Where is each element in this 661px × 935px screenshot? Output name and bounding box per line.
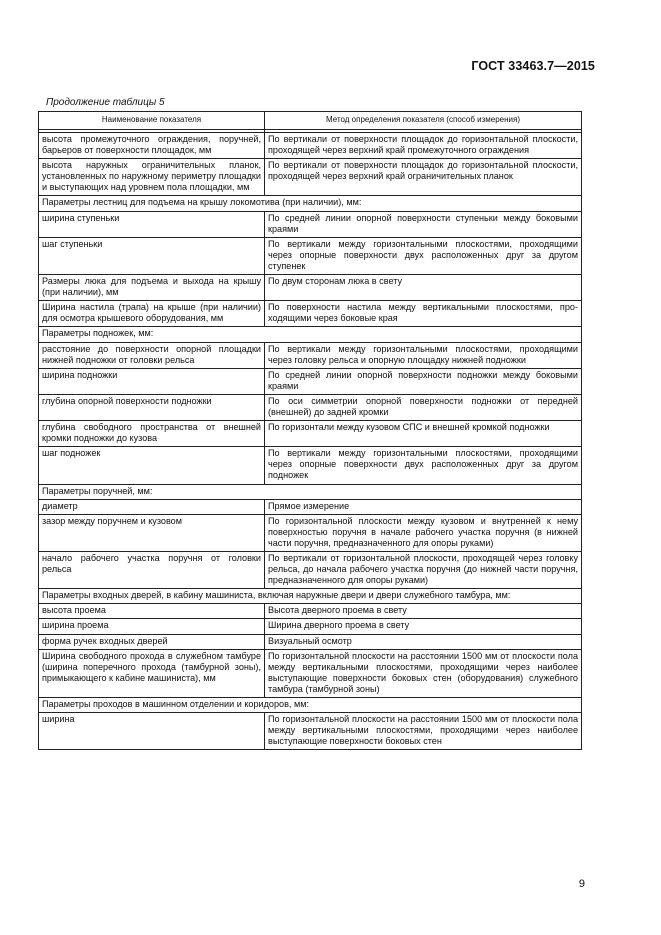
method-cell: Высота дверного проема в свету (265, 604, 582, 619)
method-cell: По вертикали между горизонтальными плоскостями, проходящими через опорные поверхности двух расположенных друг за другом подножек (265, 447, 582, 484)
section-title: Параметры поручней, мм: (39, 484, 582, 499)
method-cell: По горизонтальной плоскости на расстоянии 1500 мм от плоскости пола между вертикальными плоскостями, проходящими через наиболее выступающие поверхности боковых стен (265, 713, 582, 750)
table-row (39, 634, 582, 649)
table-row (39, 275, 582, 301)
method-cell: По горизонтальной плоскости на расстоянии 1500 мм от плоскости пола между вертикальными плоскостями, проходящими через наиболее выступающие поверхности боковых стен (оборудования) служебного тамбура (тамбурной зоны) (265, 649, 582, 697)
indicator-name-cell: шаг подножек (39, 447, 265, 484)
parameters-table (38, 111, 582, 750)
table-row (39, 237, 582, 274)
indicator-name-cell: ширина проема (39, 619, 265, 634)
indicator-name-cell: зазор между поручнем и кузовом (39, 514, 265, 551)
table-row (39, 447, 582, 484)
method-cell: По вертикали между горизонтальными плоскостями, проходящими через головку рельса и опорную площадку нижней подножки (265, 342, 582, 368)
method-cell: По вертикали от поверхности площадок до горизонтальной плоскости, проходящей через верхний край ограничительных планок (265, 159, 582, 196)
indicator-name-cell: глубина свободного пространства от внешней кромки подножки до кузова (39, 421, 265, 447)
indicator-name-cell: ширина подножки (39, 368, 265, 394)
table-row (39, 133, 582, 159)
indicator-name-cell: Ширина настила (трапа) на крыше (при наличии) для осмотра крышевого оборудования, мм (39, 301, 265, 327)
method-cell: По оси симметрии опорной поверхности подножки от передней (внешней) до задней кромки (265, 394, 582, 420)
indicator-name-cell: Размеры люка для подъема и выхода на крышу (при наличии), мм (39, 275, 265, 301)
indicator-name-cell: глубина опорной поверхности подножки (39, 394, 265, 420)
table-section-row (39, 327, 582, 342)
method-cell: По поверхности настила между вертикальными плоскостями, проходящими через боковые края (265, 301, 582, 327)
standard-designation: ГОСТ 33463.7—2015 (471, 59, 595, 73)
indicator-name-cell: Ширина свободного прохода в служебном тамбуре (ширина поперечного прохода (тамбурной зоны), примыкающего к кабине машиниста), мм (39, 649, 265, 697)
method-cell: По вертикали от горизонтальной плоскости, проходящей через головку рельса, до начала рабочего участка поручня (до нижней части поручня, предназначенного для опоры руками) (265, 552, 582, 589)
table-header-row (39, 112, 582, 130)
table-section-row (39, 196, 582, 211)
table-caption: Продолжение таблицы 5 (46, 97, 165, 108)
indicator-name-cell: высота проема (39, 604, 265, 619)
page-number: 9 (578, 878, 585, 890)
method-cell: По горизонтали между кузовом СПС и внешней кромкой подножки (265, 421, 582, 447)
table-row (39, 499, 582, 514)
method-cell: По средней линии опорной поверхности ступеньки между боковыми краями (265, 211, 582, 237)
header-indicator-name: Наименование показателя (39, 112, 265, 130)
method-cell: По вертикали от поверхности площадок до горизонтальной плоскости, проходящей через верхний край промежуточного ограждения (265, 133, 582, 159)
method-cell: По горизонтальной плоскости между кузовом и внутренней к нему поверхностью поручня в начале рабочего участка поручня (в нижней части поручня, предназначенного для опоры руками) (265, 514, 582, 551)
method-cell: Ширина дверного проема в свету (265, 619, 582, 634)
method-cell: По двум сторонам люка в свету (265, 275, 582, 301)
table-row (39, 211, 582, 237)
section-title: Параметры проходов в машинном отделении и коридоров, мм: (39, 698, 582, 713)
table-row (39, 604, 582, 619)
indicator-name-cell: диаметр (39, 499, 265, 514)
indicator-name-cell: шаг ступеньки (39, 237, 265, 274)
table-section-row (39, 589, 582, 604)
indicator-name-cell: высота наружных ограничительных планок, установленных по наружному периметру площадки и выступающих над уровнем пола площадки, мм (39, 159, 265, 196)
table-row (39, 552, 582, 589)
table-row (39, 342, 582, 368)
table-row (39, 159, 582, 196)
method-cell: Визуальный осмотр (265, 634, 582, 649)
method-cell: Прямое измерение (265, 499, 582, 514)
indicator-name-cell: расстояние до поверхности опорной площадки нижней подножки от головки рельса (39, 342, 265, 368)
indicator-name-cell: форма ручек входных дверей (39, 634, 265, 649)
section-title: Параметры подножек, мм: (39, 327, 582, 342)
table-row (39, 649, 582, 697)
indicator-name-cell: начало рабочего участка поручня от головки рельса (39, 552, 265, 589)
method-cell: По вертикали между горизонтальными плоскостями, проходящими через опорные поверхности двух расположенных друг за другом ступенек (265, 237, 582, 274)
table-row (39, 421, 582, 447)
table-row (39, 514, 582, 551)
table-section-row (39, 698, 582, 713)
indicator-name-cell: ширина ступеньки (39, 211, 265, 237)
table-row (39, 368, 582, 394)
table-section-row (39, 484, 582, 499)
table-row (39, 301, 582, 327)
indicator-name-cell: ширина (39, 713, 265, 750)
table-row (39, 394, 582, 420)
method-cell: По средней линии опорной поверхности подножки между боковыми краями (265, 368, 582, 394)
section-title: Параметры входных дверей, в кабину машиниста, включая наружные двери и двери служебного тамбура, мм: (39, 589, 582, 604)
table-row (39, 619, 582, 634)
section-title: Параметры лестниц для подъема на крышу локомотива (при наличии), мм: (39, 196, 582, 211)
table-row (39, 713, 582, 750)
indicator-name-cell: высота промежуточного ограждения, поручней, барьеров от поверхности площадок, мм (39, 133, 265, 159)
header-method: Метод определения показателя (способ измерения) (265, 112, 582, 130)
